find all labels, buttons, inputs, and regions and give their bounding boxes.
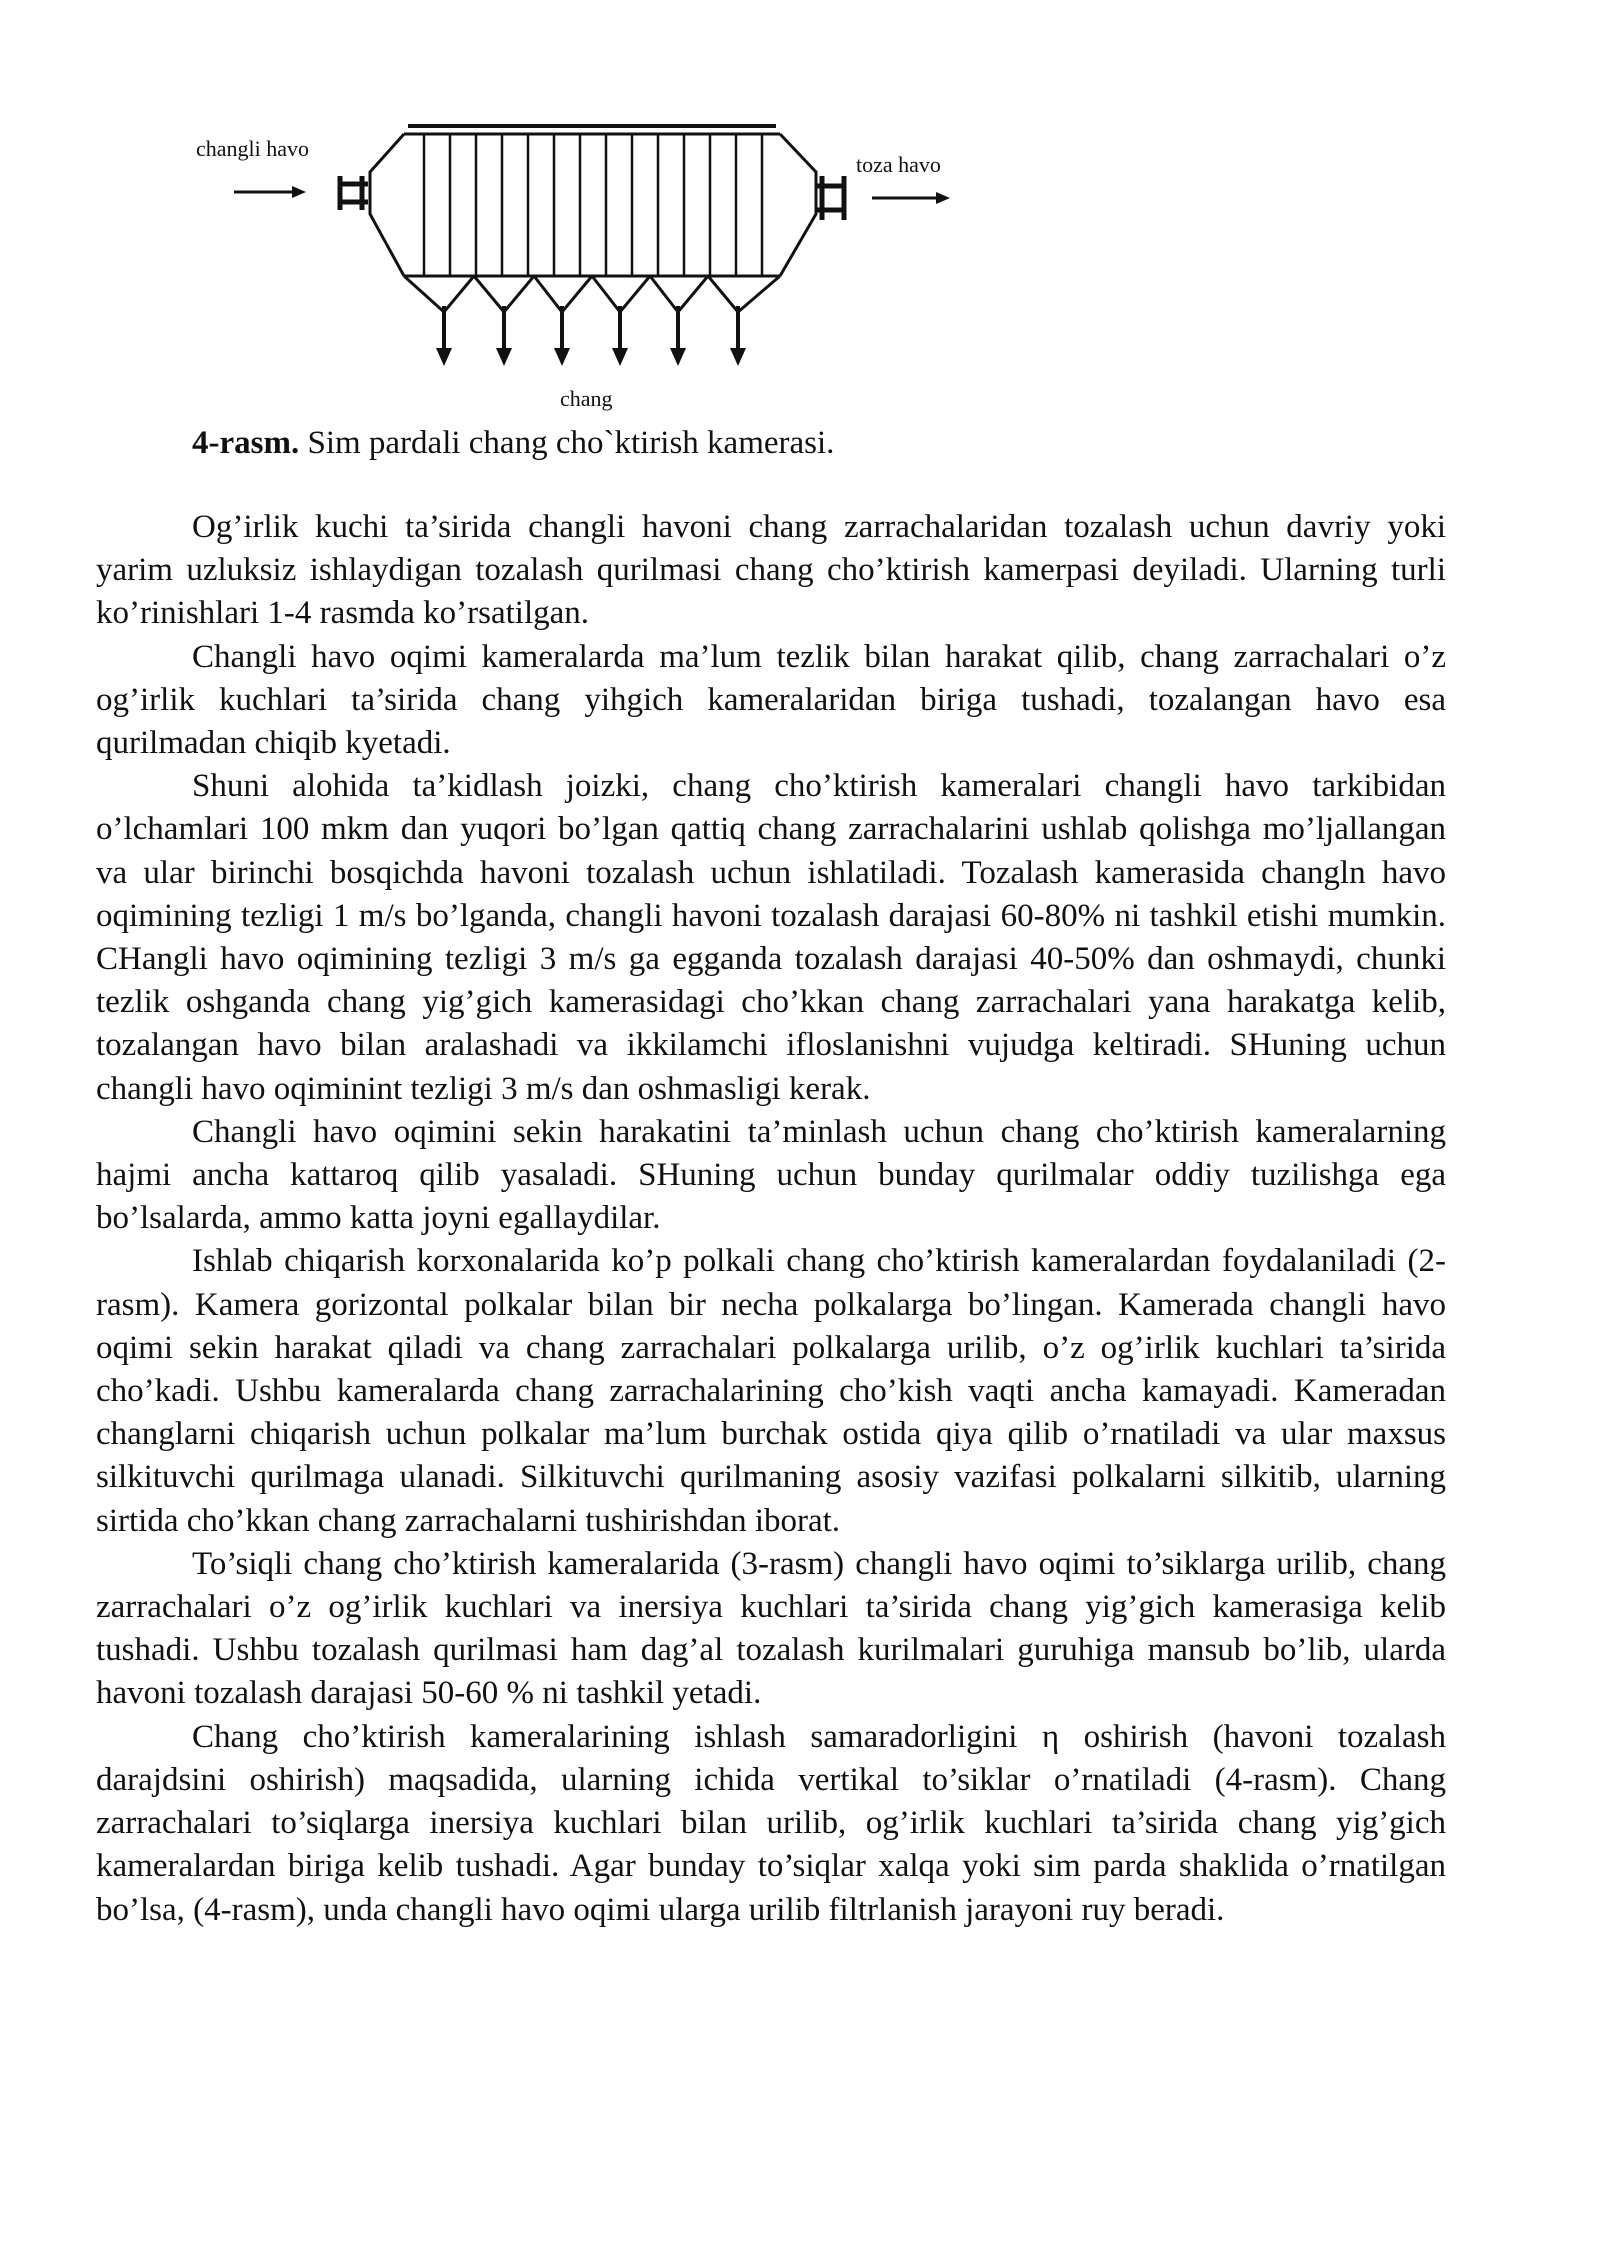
- paragraph: Ishlab chiqarish korxonalarida ko’p polkali chang cho’ktirish kameralardan foydalaniladi (2-rasm). Kamera gorizontal polkalar bilan bir necha polkalarga bo’lingan. Kamerada changli havo oqimi sekin harakat qiladi va chang zarrachalari polkalarga urilib, o’z og’irlik kuchlari ta’sirida cho’kadi. Ushbu kameralarda chang zarrachalarining cho’kish vaqti ancha kamayadi. Kameradan changlarni chiqarish uchun polkalar ma’lum burchak ostida qiya qilib o’rnatiladi va ular maxsus silkituvchi qurilmaga ulanadi. Silkituvchi qurilmaning asosiy vazifasi polkalarni silkitib, ularning sirtida cho’kkan chang zarrachalarni tushirishdan iborat.: [96, 1243, 1446, 1539]
- label-dust-out: chang: [560, 386, 613, 411]
- paragraph: Shuni alohida ta’kidlash joizki, chang cho’ktirish kameralari changli havo tarkibidan o’lchamlari 100 mkm dan yuqori bo’lgan qattiq chang zarrachalarini ushlab qolishga mo’ljallangan va ular birinchi bosqichda havoni tozalash uchun ishlatiladi. Tozalash kamerasida changln havo oqimining tezligi 1 m/s bo’lganda, changli havoni tozalash darajasi 60-80% ni tashkil etishi mumkin. CHangli havo oqimining tezligi 3 m/s ga egganda tozalash darajasi 40-50% dan oshmaydi, chunki tezlik oshganda chang yig’gich kamerasidagi cho’kkan chang zarrachalari yana harakatga kelib, tozalangan havo bilan aralashadi va ikkilamchi ifloslanishni vujudga keltiradi. SHuning uchun changli havo oqiminint tezligi 3 m/s dan oshmasligi kerak.: [96, 768, 1446, 1107]
- caption-number: 4-rasm.: [192, 425, 300, 461]
- wire-curtains: [424, 134, 762, 276]
- label-clean-air-out: toza havo: [856, 152, 941, 177]
- inlet-flange: [340, 176, 368, 210]
- paragraph: To’siqli chang cho’ktirish kameralarida (3-rasm) changli havo oqimi to’siklarga urilib, chang zarrachalari o’z og’irlik kuchlari va inersiya kuchlari ta’sirida chang yig’gich kamerasiga kelib tushadi. Ushbu tozalash qurilmasi ham dag’al tozalash kurilmalari guruhiga mansub bo’lib, ularda havoni tozalash darajasi 50-60 % ni tashkil yetadi.: [96, 1545, 1446, 1712]
- dust-chamber-drawing: [192, 110, 992, 420]
- inlet-arrow-icon: [234, 186, 306, 198]
- body-text: [96, 506, 1446, 1932]
- paragraph: Changli havo oqimi kameralarda ma’lum tezlik bilan harakat qilib, chang zarrachalari o’z og’irlik kuchlari ta’sirida chang yihgich kameralaridan biriga tushadi, tozalangan havo esa qurilmadan chiqib kyetadi.: [96, 638, 1446, 762]
- paragraph: Chang cho’ktirish kameralarining ishlash samaradorligini η oshirish (havoni tozalash darajdsini oshirish) maqsadida, ularning ichida vertikal to’siklar o’rnatiladi (4-rasm). Chang zarrachalari to’siqlarga inersiya kuchlari bilan urilib, og’irlik kuchlari ta’sirida chang yig’gich kameralardan biriga kelib tushadi. Agar bunday to’siqlar xalqa yoki sim parda shaklida o’rnatilgan bo’lsa, (4-rasm), unda changli havo oqimi ularga urilib filtrlanish jarayoni ruy beradi.: [96, 1718, 1446, 1928]
- paragraph: Og’irlik kuchi ta’sirida changli havoni chang zarrachalaridan tozalash uchun davriy yoki yarim uzluksiz ishlaydigan tozalash qurilmasi chang cho’ktirish kamerpasi deyiladi. Ularning turli ko’rinishlari 1-4 rasmda ko’rsatilgan.: [96, 509, 1446, 632]
- outlet-flange: [816, 176, 846, 220]
- dust-outlet-arrows: [436, 306, 746, 366]
- dust-hoppers: [404, 276, 780, 312]
- label-dusty-air-in: changli havo: [196, 136, 310, 161]
- caption-text: Sim pardali chang cho`ktirish kamerasi.: [299, 425, 835, 461]
- figure-caption: [192, 420, 834, 466]
- chamber-housing: [370, 126, 816, 276]
- paragraph: Changli havo oqimini sekin harakatini ta’minlash uchun chang cho’ktirish kameralarning hajmi ancha kattaroq qilib yasaladi. SHuning uchun bunday qurilmalar oddiy tuzilishga ega bo’lsalarda, ammo katta joyni egallaydilar.: [96, 1113, 1446, 1237]
- outlet-arrow-icon: [872, 192, 950, 204]
- figure-dust-chamber-diagram: [192, 110, 992, 420]
